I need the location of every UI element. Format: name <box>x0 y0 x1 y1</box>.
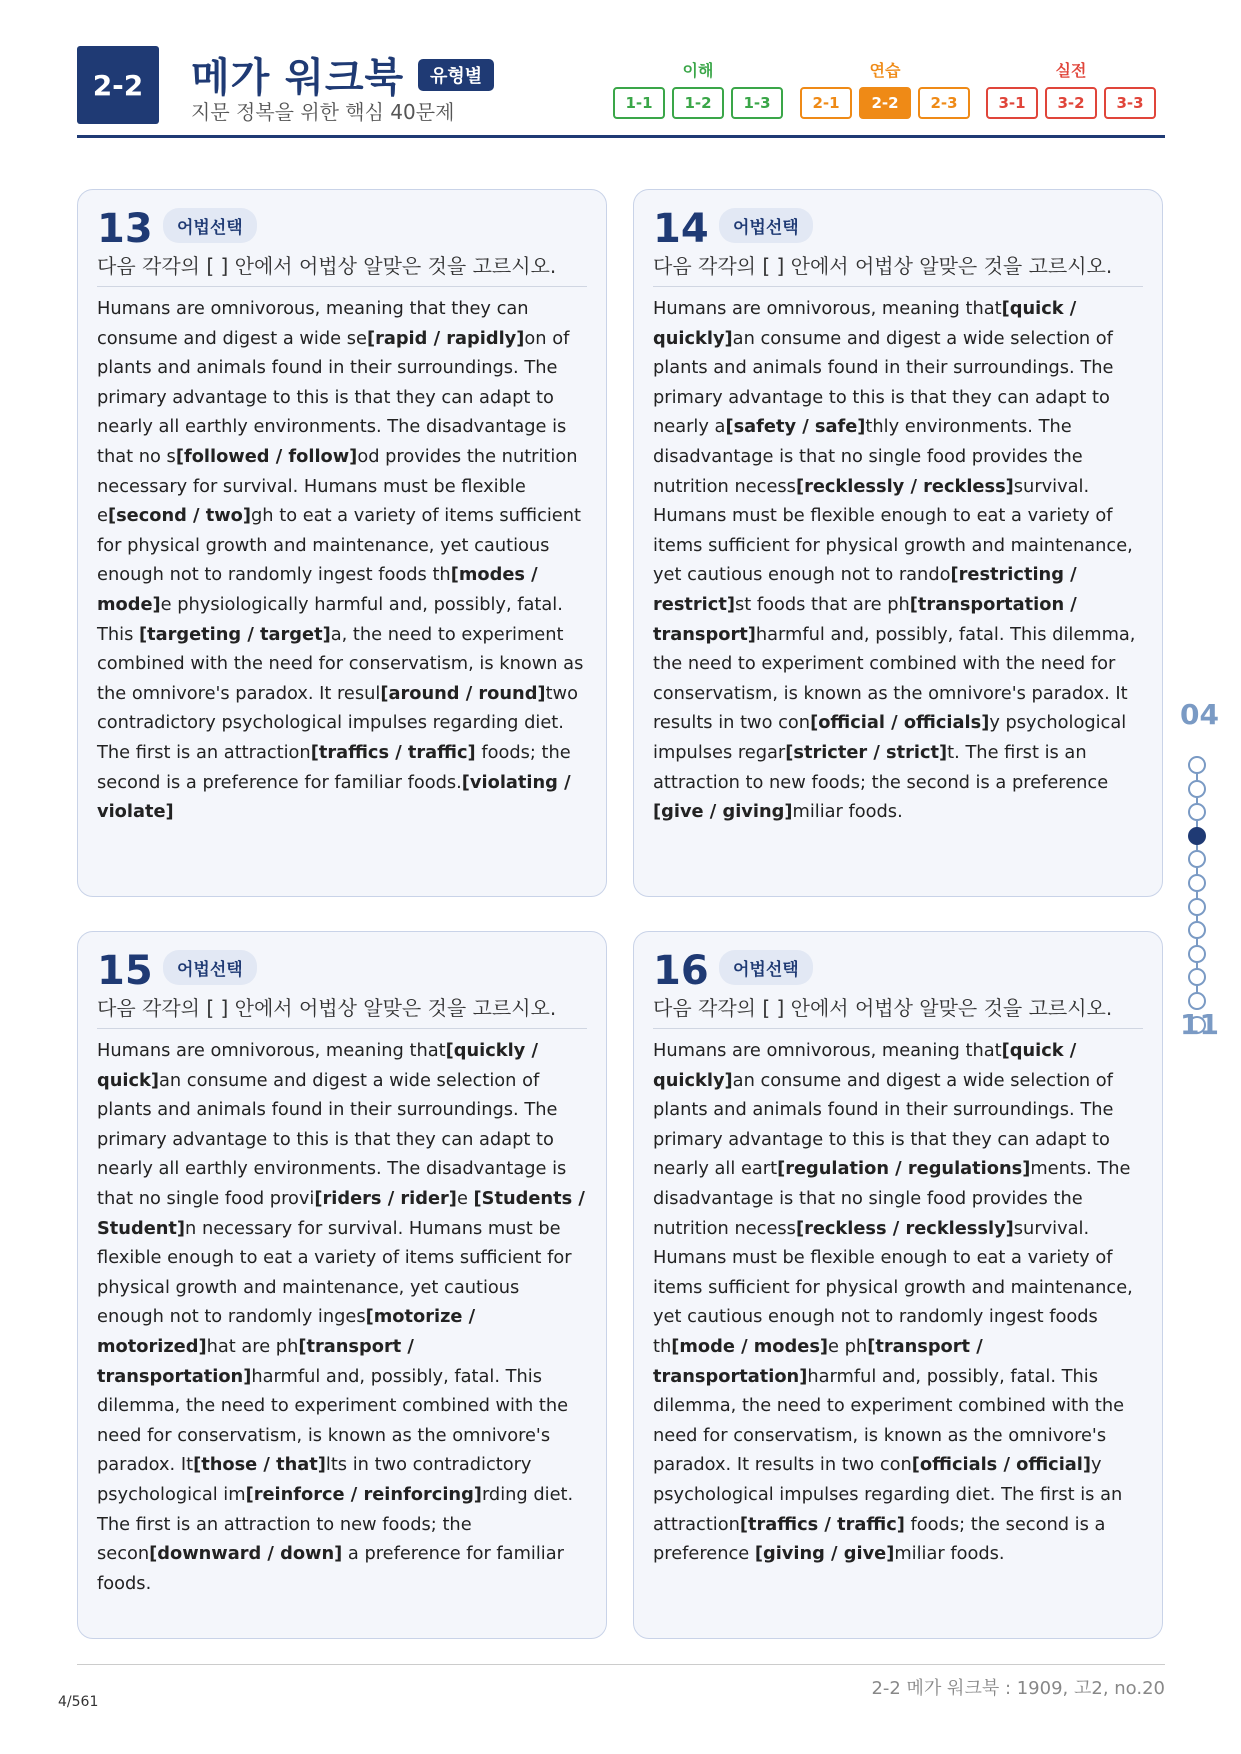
level-label: 실전 <box>1055 61 1087 80</box>
choice-bracket: [quickly / quick] <box>97 1040 538 1091</box>
progress-dot[interactable] <box>1188 968 1206 986</box>
choice-bracket: [around / round] <box>380 682 546 704</box>
progress-dot[interactable] <box>1188 780 1206 798</box>
passage-segment: e <box>456 1187 474 1209</box>
choice-bracket: [quick / quickly] <box>653 1040 1077 1091</box>
choice-bracket: [mode / modes] <box>671 1335 829 1357</box>
question-type-tag: 어법선택 <box>719 208 813 243</box>
passage-segment: Humans are omnivorous, meaning that <box>653 298 1002 319</box>
choice-bracket: [quick / quickly] <box>653 298 1077 349</box>
choice-bracket: [traffics / traffic] <box>739 1513 905 1535</box>
choice-bracket: [regulation / regulations] <box>777 1158 1031 1180</box>
footer-divider <box>77 1664 1165 1665</box>
choice-bracket: [second / two] <box>107 505 252 527</box>
passage-segment: t. The first is an attraction to new foods; the second is a preference <box>653 741 1109 793</box>
side-nav-start: 04 <box>1180 698 1219 731</box>
passage-segment: an consume and digest a wide selection of plants and animals found in their surroundings. The primary advantage to this is that they can adapt to nearly all earthly environments. The disadvantage is that no single food provi <box>97 1069 567 1209</box>
progress-dot[interactable] <box>1188 803 1206 821</box>
question-card-15 <box>77 931 607 1639</box>
progress-dot[interactable] <box>1188 921 1206 939</box>
passage-segment: survival. Humans must be flexible enough to eat a variety of items sufficient for physical growth and maintenance, yet cautious enough not to randomly ingest foods th <box>653 1217 1133 1357</box>
passage-segment: an consume and digest a wide selection of plants and animals found in their surroundings. The primary advantage to this is that they can adapt to nearly a <box>653 327 1114 438</box>
passage-text <box>97 294 587 827</box>
choice-bracket: [transport / transportation] <box>653 1335 983 1387</box>
level-group-practice <box>800 58 970 119</box>
choice-bracket: [traffics / traffic] <box>310 741 476 763</box>
passage-segment: lts in two contradictory psychological im <box>97 1454 532 1505</box>
passage-segment: on of plants and animals found in their surroundings. The primary advantage to this is that they can adapt to nearly all earthly environments. The disadvantage is that no s <box>97 327 570 467</box>
passage-segment: Humans are omnivorous, meaning that <box>97 1040 446 1061</box>
choice-bracket: [riders / rider] <box>314 1187 457 1209</box>
passage-segment: harmful and, possibly, fatal. This dilemma, the need to experiment combined with the need for conservatism, is known as the omnivore's paradox. It results in two con <box>653 1365 1125 1476</box>
question-instruction: 다음 각각의 [ ] 안에서 어법상 알맞은 것을 고르시오. <box>97 250 587 287</box>
level-button-2-3[interactable]: 2-3 <box>918 87 970 119</box>
choice-bracket: [rapid / rapidly] <box>366 327 525 349</box>
choice-bracket: [Students / Student] <box>97 1187 585 1239</box>
passage-segment: harmful and, possibly, fatal. This dilemma, the need to experiment combined with the need for conservatism, is known as the omnivore's paradox. It results in two con <box>653 623 1136 734</box>
question-card-16 <box>633 931 1163 1639</box>
choice-bracket: [official / officials] <box>810 712 990 734</box>
passage-segment: hat are ph <box>206 1335 299 1357</box>
level-button-2-1[interactable]: 2-1 <box>800 87 852 119</box>
passage-segment: miliar foods. <box>894 1543 1005 1565</box>
level-group-understand <box>613 58 783 119</box>
passage-segment: foods; the second is a preference for familiar foods. <box>97 741 571 793</box>
passage-segment: an consume and digest a wide selection of plants and animals found in their surroundings. The primary advantage to this is that they can adapt to nearly all eart <box>653 1069 1114 1180</box>
progress-dot[interactable] <box>1188 827 1206 845</box>
question-instruction: 다음 각각의 [ ] 안에서 어법상 알맞은 것을 고르시오. <box>653 250 1143 287</box>
passage-segment: harmful and, possibly, fatal. This dilemma, the need to experiment combined with the need for conservatism, is known as the omnivore's paradox. It <box>97 1365 569 1476</box>
level-button-2-2[interactable]: 2-2 <box>859 87 911 119</box>
choice-bracket: [those / that] <box>193 1454 326 1476</box>
type-badge: 유형별 <box>418 59 494 91</box>
passage-segment: y psychological impulses regarding diet. The first is an attraction <box>653 1454 1123 1535</box>
passage-segment: e physiologically harmful and, possibly, fatal. This <box>97 593 563 645</box>
level-button-1-1[interactable]: 1-1 <box>613 87 665 119</box>
question-instruction: 다음 각각의 [ ] 안에서 어법상 알맞은 것을 고르시오. <box>97 992 587 1029</box>
choice-bracket: [followed / follow] <box>175 445 358 467</box>
level-button-3-1[interactable]: 3-1 <box>986 87 1038 119</box>
passage-text <box>653 1036 1143 1569</box>
passage-segment: n necessary for survival. Humans must be flexible enough to eat a variety of items sufficient for physical growth and maintenance, yet cautious enough not to randomly inges <box>97 1217 572 1328</box>
progress-dot[interactable] <box>1188 945 1206 963</box>
footer-source: 2-2 메가 워크북 : 1909, 고2, no.20 <box>871 1678 1165 1699</box>
choice-bracket: [downward / down] <box>149 1543 343 1565</box>
choice-bracket: [safety / safe] <box>725 416 866 438</box>
workbook-subtitle: 지문 정복을 위한 핵심 40문제 <box>191 100 455 124</box>
passage-segment: rding diet. The first is an attraction to new foods; the secon <box>97 1483 574 1565</box>
question-number: 13 <box>97 206 153 252</box>
passage-segment: y psychological impulses regar <box>653 712 1127 763</box>
choice-bracket: [recklessly / reckless] <box>795 475 1014 497</box>
page-header <box>77 46 1165 138</box>
question-number: 16 <box>653 948 709 994</box>
choice-bracket: [motorize / motorized] <box>97 1306 476 1357</box>
unit-number-box: 2-2 <box>77 46 159 124</box>
choice-bracket: [transportation / transport] <box>653 593 1077 645</box>
passage-segment: a, the need to experiment combined with the need for conservatism, is known as the omnivore's paradox. It resul <box>97 623 584 704</box>
question-type-tag: 어법선택 <box>163 950 257 985</box>
workbook-title: 메가 워크북 <box>191 55 405 101</box>
passage-text <box>97 1036 587 1598</box>
progress-dot[interactable] <box>1188 756 1206 774</box>
side-nav-end: 11 <box>1180 1008 1219 1041</box>
choice-bracket: [modes / mode] <box>97 564 538 615</box>
choice-bracket: [officials / official] <box>911 1454 1092 1476</box>
passage-segment: st foods that are ph <box>734 593 910 615</box>
passage-segment: Humans are omnivorous, meaning that <box>653 1040 1002 1061</box>
level-label: 이해 <box>682 61 714 80</box>
passage-segment: a preference for familiar foods. <box>97 1543 564 1594</box>
level-button-3-3[interactable]: 3-3 <box>1104 87 1156 119</box>
question-number: 15 <box>97 948 153 994</box>
passage-segment: e ph <box>828 1335 868 1357</box>
passage-segment: two contradictory psychological impulses regarding diet. The first is an attraction <box>97 682 578 763</box>
question-card-14 <box>633 189 1163 897</box>
passage-segment: ments. The disadvantage is that no single food provides the nutrition necess <box>653 1158 1131 1239</box>
passage-segment: thly environments. The disadvantage is that no single food provides the nutrition necess <box>653 416 1083 497</box>
page-number: 4/561 <box>58 1694 99 1710</box>
choice-bracket: [reckless / recklessly] <box>795 1217 1014 1239</box>
choice-bracket: [giving / give] <box>754 1543 895 1565</box>
question-instruction: 다음 각각의 [ ] 안에서 어법상 알맞은 것을 고르시오. <box>653 992 1143 1029</box>
progress-dot[interactable] <box>1188 874 1206 892</box>
choice-bracket: [stricter / strict] <box>785 741 948 763</box>
passage-segment: Humans are omnivorous, meaning that they can consume and digest a wide se <box>97 298 529 349</box>
level-label: 연습 <box>869 61 901 80</box>
question-card-13 <box>77 189 607 897</box>
progress-dot[interactable] <box>1188 898 1206 916</box>
level-button-1-2[interactable]: 1-2 <box>672 87 724 119</box>
question-type-tag: 어법선택 <box>163 208 257 243</box>
level-button-3-2[interactable]: 3-2 <box>1045 87 1097 119</box>
progress-dot[interactable] <box>1188 850 1206 868</box>
level-button-1-3[interactable]: 1-3 <box>731 87 783 119</box>
passage-segment: survival. Humans must be flexible enough to eat a variety of items sufficient for physical growth and maintenance, yet cautious enough not to rando <box>653 475 1133 586</box>
passage-segment: gh to eat a variety of items sufficient for physical growth and maintenance, yet cautious enough not to randomly ingest foods th <box>97 505 581 586</box>
passage-segment: od provides the nutrition necessary for survival. Humans must be flexible e <box>97 445 578 527</box>
question-number: 14 <box>653 206 709 252</box>
passage-segment: miliar foods. <box>792 801 903 823</box>
question-type-tag: 어법선택 <box>719 950 813 985</box>
level-group-real <box>986 58 1156 119</box>
choice-bracket: [restricting / restrict] <box>653 564 1077 615</box>
choice-bracket: [targeting / target] <box>139 623 331 645</box>
choice-bracket: [violating / violate] <box>97 771 571 823</box>
choice-bracket: [give / giving] <box>653 801 793 823</box>
choice-bracket: [reinforce / reinforcing] <box>245 1483 482 1505</box>
passage-segment: foods; the second is a preference <box>653 1513 1106 1565</box>
choice-bracket: [transport / transportation] <box>97 1335 414 1387</box>
passage-text <box>653 294 1143 827</box>
